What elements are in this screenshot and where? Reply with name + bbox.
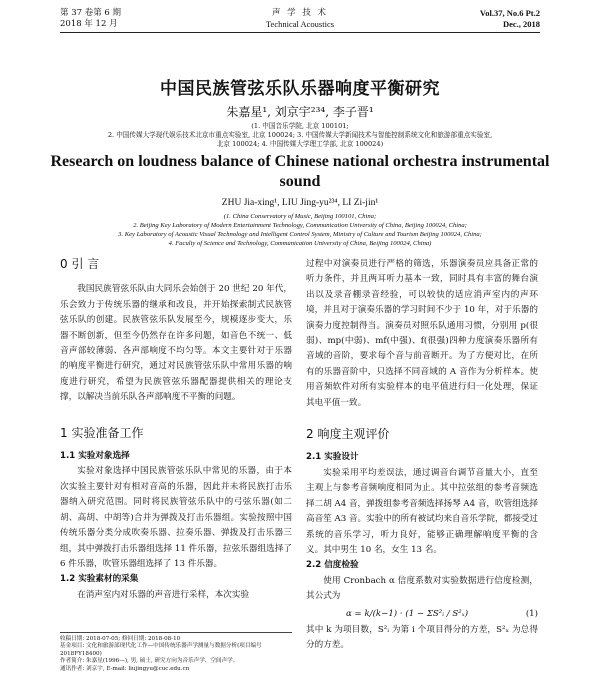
footnote-corresponding: 通讯作者: 刘京宇, E-mail: liujingyu@cuc.edu.cn — [60, 665, 190, 672]
subsection-heading: 2.1 实验设计 — [306, 452, 359, 463]
subsection-heading: 2.2 信度检验 — [306, 560, 359, 571]
subsection-heading: 1.2 实验素材的采集 — [60, 574, 139, 585]
authors-en: ZHU Jia-xing¹, LIU Jing-yu²³⁴, LI Zi-jin¹ — [221, 198, 379, 208]
header-journal-en: Technical Acoustics — [265, 19, 335, 29]
equation-body: α = k/(k−1) · (1 − ΣS²ᵢ / S²ₓ) — [346, 608, 469, 619]
journal-name — [220, 8, 380, 30]
affiliation-line: 2. Beijing Key Laboratory of Modern Entertainment Technology, Communication University of China, Beijing 100024, China; — [133, 222, 467, 229]
affiliation-line: 北京 100024; 4. 中国传媒大学理工学部, 北京 100024) — [216, 140, 384, 148]
footnote-author: 作者简介: 朱嘉星(1996—), 男, 硕士, 研究方向为音乐声学、空间声学。 — [60, 658, 239, 665]
affiliations-en — [0, 212, 600, 248]
body-paragraph: 实验采用平均差误法，通过调音台调节音量大小，直至主观上与参考音频响度相同为止。其中拉弦组的参考音频选择二胡 A4 音，弹拨组参考音频选择扬琴 A4 音，吹管组选择高音笙 A3 音。实验中的所有被试均来自音乐学院，都接受过系统的音乐学习，听力良好，能够正确理解响度平衡的含义。其中男生 10 名，女生 13 名。 — [306, 467, 538, 555]
header-date: 2018 年 12 月 — [60, 19, 118, 29]
footnote-received: 收稿日期: 2018-07-05; 修回日期: 2018-08-10 — [60, 636, 181, 642]
left-column — [60, 257, 292, 603]
paper-title-cn: 中国民族管弦乐队乐器响度平衡研究 — [160, 79, 440, 99]
journal-issue — [480, 8, 540, 30]
affiliation-line: 4. Faculty of Science and Technology, Communication University of China, Beijing 100024, China) — [168, 240, 432, 247]
footnote-funding: 基金项目: 文化和旅游部现代化工作—中国传统乐器声学测量与数据分析(项目编号 2018FY18400) — [60, 643, 262, 657]
header-issue: Vol.37, No.6 Pt.2 — [479, 8, 540, 18]
section-heading: 1 实验准备工作 — [60, 425, 144, 440]
subsection-heading: 1.1 实验对象选择 — [60, 451, 130, 462]
affiliation-line: (1. China Conservatory of Music, Beijing 100101, China; — [223, 213, 377, 220]
body-paragraph: 过程中对演奏员进行严格的筛选，乐器演奏员应具备正常的听力条件，并且两耳听力基本一致，同时具有丰富的舞台演出以及录音棚录音经验，可以较快的适应消声室内的声环境，并且对于演奏乐器的学习时间不少于 10 年，对于乐器的演奏力度控制得当。演奏员对照乐队通用习惯，分别用 p(很弱)、mp(中弱)、mf(中强)、f(很强)四种力度演奏乐器所有音域的音阶，要求每个音与前音断开。为了方便对比，在所有的乐器音阶中，只选择不同音域的 A 音作为分析样本。使用音频软件对所有实验样本的电平值进行归一化处理，保证其电平值一致。 — [306, 259, 538, 408]
affiliation-line: (1. 中国音乐学院, 北京 100101; — [251, 122, 349, 130]
section-heading: 0 引 言 — [60, 257, 100, 271]
header-volume: 第 37 卷第 6 期 — [60, 8, 122, 18]
affiliation-line: 3. Key Laboratory of Acoustic Visual Technology and Intelligent Control System, Ministry of Culture and Tourism Beijing 100024, China; — [118, 231, 482, 238]
body-paragraph: 实验对象选择中国民族管弦乐队中常见的乐器，由于本次实验主要针对有相对音高的乐器，因此并未将民族打击乐器纳入研究范围。同时将民族管弦乐队中的弓弦乐器(如二胡、高胡、中胡等)合并为弹拨及打击乐器组。实验按照中国传统乐器分类分成吹奏乐器、拉奏乐器、弹拨及打击乐器三组，其中弹拨打击乐器组选择 11 件乐器，拉弦乐器组选择了 6 件乐器，吹管乐器组选择了 13 件乐器。 — [60, 466, 292, 569]
body-paragraph: 使用 Cronbach α 信度系数对实验数据进行信度检测，其公式为 — [306, 575, 538, 602]
authors-cn: 朱嘉星¹, 刘京宇²³⁴, 李子晋¹ — [226, 105, 374, 119]
journal-volume — [60, 8, 121, 30]
equation — [306, 605, 538, 623]
affiliation-line: 2. 中国传媒大学现代娱乐技术北京市重点实验室, 北京 100024; 3. 中国传媒大学新闻技术与智能控制系统文化和旅游部重点实验室, — [107, 131, 493, 139]
equation-number: (1) — [525, 608, 538, 619]
section-heading: 2 响度主观评价 — [306, 427, 390, 442]
intro-paragraph: 我国民族管弦乐队由大同乐会始创于 20 世纪 20 年代，乐会致力于传统乐器的继承和改良，并开始探索制式民族管弦乐队的创建。民族管弦乐队发展至今，规模逐步变大，乐器不断创新，但至今仍然存在许多问题，如音色不统一、低音声部较薄弱、各声部响度不均匀等。本文主要针对于乐器的响度平衡进行研究，通过对民族管弦乐队中常用乐器的响度进行研究，希望为民族管弦乐器配器提供相关的理论支撑，以解决当前乐队各声部响度不平衡的问题。 — [60, 284, 292, 403]
body-paragraph: 在消声室内对乐器的声音进行采样，本次实验 — [77, 589, 250, 600]
paper-title-en: Research on loudness balance of Chinese national orchestra instrumental sound — [50, 153, 550, 190]
body-paragraph: 其中 k 为项目数，S²ᵢ 为第 i 个项目得分的方差，S²ₓ 为总得分的方差。 — [306, 624, 538, 650]
footnote-rule — [60, 632, 292, 633]
affiliations-cn — [0, 122, 600, 149]
footnotes — [60, 636, 292, 673]
header-issue-date: Dec., 2018 — [502, 19, 540, 29]
header-rule — [60, 32, 540, 33]
header-journal-cn: 声 学 技 术 — [271, 8, 329, 18]
right-column — [306, 257, 538, 653]
